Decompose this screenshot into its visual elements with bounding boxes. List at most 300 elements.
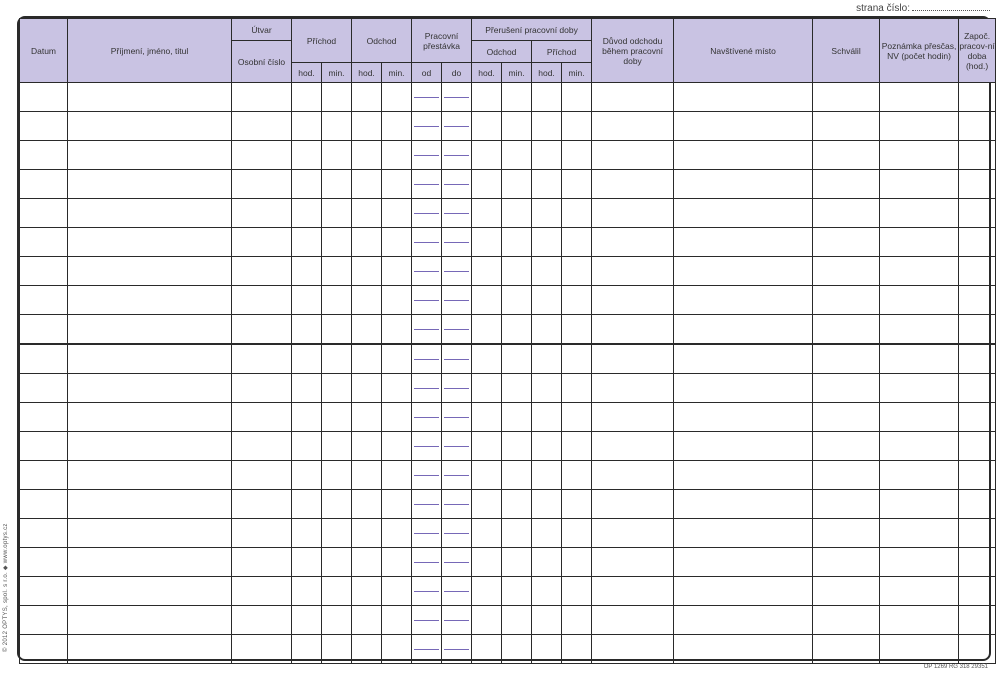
cell-prichod-min[interactable] — [322, 635, 352, 664]
cell-jmeno[interactable] — [68, 548, 232, 577]
cell-jmeno[interactable] — [68, 577, 232, 606]
cell-prichod-min[interactable] — [322, 199, 352, 228]
cell-odchod-hod[interactable] — [352, 548, 382, 577]
cell-poznamka[interactable] — [880, 403, 959, 432]
cell-preruseni-odchod-hod[interactable] — [472, 141, 502, 170]
cell-utvar[interactable] — [232, 461, 292, 490]
cell-datum[interactable] — [20, 606, 68, 635]
cell-jmeno[interactable] — [68, 286, 232, 315]
cell-poznamka[interactable] — [880, 257, 959, 286]
cell-schvalil[interactable] — [813, 141, 880, 170]
cell-jmeno[interactable] — [68, 606, 232, 635]
cell-doba[interactable] — [959, 199, 996, 228]
cell-prichod-min[interactable] — [322, 606, 352, 635]
cell-poznamka[interactable] — [880, 548, 959, 577]
cell-preruseni-odchod-min[interactable] — [502, 490, 532, 519]
cell-duvod[interactable] — [592, 315, 674, 345]
cell-misto[interactable] — [674, 403, 813, 432]
cell-poznamka[interactable] — [880, 432, 959, 461]
cell-prestavka-do[interactable] — [442, 635, 472, 664]
cell-jmeno[interactable] — [68, 228, 232, 257]
cell-preruseni-prichod-hod[interactable] — [532, 141, 562, 170]
cell-utvar[interactable] — [232, 548, 292, 577]
cell-poznamka[interactable] — [880, 606, 959, 635]
cell-poznamka[interactable] — [880, 141, 959, 170]
cell-preruseni-prichod-hod[interactable] — [532, 374, 562, 403]
cell-datum[interactable] — [20, 112, 68, 141]
cell-odchod-min[interactable] — [382, 170, 412, 199]
cell-odchod-min[interactable] — [382, 286, 412, 315]
cell-datum[interactable] — [20, 83, 68, 112]
cell-preruseni-odchod-hod[interactable] — [472, 83, 502, 112]
cell-odchod-min[interactable] — [382, 432, 412, 461]
cell-jmeno[interactable] — [68, 344, 232, 374]
cell-datum[interactable] — [20, 548, 68, 577]
cell-misto[interactable] — [674, 112, 813, 141]
cell-poznamka[interactable] — [880, 315, 959, 345]
cell-poznamka[interactable] — [880, 374, 959, 403]
cell-datum[interactable] — [20, 490, 68, 519]
cell-schvalil[interactable] — [813, 228, 880, 257]
cell-duvod[interactable] — [592, 141, 674, 170]
cell-prestavka-od[interactable] — [412, 83, 442, 112]
cell-jmeno[interactable] — [68, 490, 232, 519]
cell-misto[interactable] — [674, 83, 813, 112]
cell-schvalil[interactable] — [813, 83, 880, 112]
cell-datum[interactable] — [20, 403, 68, 432]
cell-preruseni-prichod-min[interactable] — [562, 519, 592, 548]
cell-prichod-hod[interactable] — [292, 228, 322, 257]
cell-poznamka[interactable] — [880, 83, 959, 112]
cell-doba[interactable] — [959, 432, 996, 461]
cell-prichod-min[interactable] — [322, 548, 352, 577]
cell-preruseni-prichod-hod[interactable] — [532, 490, 562, 519]
cell-prichod-hod[interactable] — [292, 344, 322, 374]
cell-preruseni-odchod-min[interactable] — [502, 344, 532, 374]
cell-schvalil[interactable] — [813, 286, 880, 315]
cell-utvar[interactable] — [232, 83, 292, 112]
cell-misto[interactable] — [674, 490, 813, 519]
cell-duvod[interactable] — [592, 170, 674, 199]
cell-duvod[interactable] — [592, 519, 674, 548]
cell-duvod[interactable] — [592, 344, 674, 374]
cell-prestavka-do[interactable] — [442, 606, 472, 635]
cell-schvalil[interactable] — [813, 374, 880, 403]
cell-poznamka[interactable] — [880, 344, 959, 374]
cell-prestavka-od[interactable] — [412, 228, 442, 257]
cell-utvar[interactable] — [232, 286, 292, 315]
cell-jmeno[interactable] — [68, 403, 232, 432]
cell-poznamka[interactable] — [880, 519, 959, 548]
cell-preruseni-odchod-hod[interactable] — [472, 112, 502, 141]
cell-misto[interactable] — [674, 141, 813, 170]
cell-preruseni-odchod-hod[interactable] — [472, 257, 502, 286]
cell-preruseni-prichod-min[interactable] — [562, 315, 592, 345]
cell-doba[interactable] — [959, 490, 996, 519]
cell-preruseni-prichod-min[interactable] — [562, 257, 592, 286]
cell-preruseni-prichod-hod[interactable] — [532, 519, 562, 548]
cell-utvar[interactable] — [232, 490, 292, 519]
cell-prestavka-do[interactable] — [442, 344, 472, 374]
cell-preruseni-odchod-min[interactable] — [502, 286, 532, 315]
cell-prestavka-od[interactable] — [412, 403, 442, 432]
cell-preruseni-prichod-hod[interactable] — [532, 461, 562, 490]
cell-schvalil[interactable] — [813, 490, 880, 519]
cell-preruseni-prichod-min[interactable] — [562, 374, 592, 403]
cell-preruseni-odchod-hod[interactable] — [472, 374, 502, 403]
cell-prestavka-do[interactable] — [442, 577, 472, 606]
cell-datum[interactable] — [20, 228, 68, 257]
cell-prichod-min[interactable] — [322, 403, 352, 432]
cell-odchod-min[interactable] — [382, 548, 412, 577]
cell-prichod-hod[interactable] — [292, 635, 322, 664]
cell-schvalil[interactable] — [813, 548, 880, 577]
cell-prestavka-do[interactable] — [442, 548, 472, 577]
cell-utvar[interactable] — [232, 635, 292, 664]
cell-odchod-min[interactable] — [382, 606, 412, 635]
cell-odchod-min[interactable] — [382, 112, 412, 141]
cell-preruseni-odchod-min[interactable] — [502, 403, 532, 432]
cell-prestavka-do[interactable] — [442, 519, 472, 548]
cell-odchod-hod[interactable] — [352, 490, 382, 519]
cell-preruseni-odchod-min[interactable] — [502, 112, 532, 141]
cell-preruseni-odchod-hod[interactable] — [472, 403, 502, 432]
cell-preruseni-prichod-hod[interactable] — [532, 548, 562, 577]
cell-doba[interactable] — [959, 548, 996, 577]
cell-odchod-min[interactable] — [382, 344, 412, 374]
cell-odchod-min[interactable] — [382, 141, 412, 170]
cell-duvod[interactable] — [592, 83, 674, 112]
cell-schvalil[interactable] — [813, 635, 880, 664]
cell-doba[interactable] — [959, 315, 996, 345]
cell-odchod-min[interactable] — [382, 199, 412, 228]
cell-utvar[interactable] — [232, 374, 292, 403]
cell-preruseni-prichod-hod[interactable] — [532, 112, 562, 141]
cell-preruseni-prichod-min[interactable] — [562, 577, 592, 606]
cell-prestavka-do[interactable] — [442, 286, 472, 315]
cell-duvod[interactable] — [592, 432, 674, 461]
cell-odchod-min[interactable] — [382, 490, 412, 519]
cell-prestavka-od[interactable] — [412, 461, 442, 490]
cell-prestavka-od[interactable] — [412, 432, 442, 461]
cell-prestavka-do[interactable] — [442, 432, 472, 461]
cell-duvod[interactable] — [592, 257, 674, 286]
cell-schvalil[interactable] — [813, 257, 880, 286]
cell-prestavka-do[interactable] — [442, 374, 472, 403]
cell-preruseni-odchod-min[interactable] — [502, 199, 532, 228]
cell-prestavka-do[interactable] — [442, 83, 472, 112]
cell-schvalil[interactable] — [813, 577, 880, 606]
cell-preruseni-prichod-min[interactable] — [562, 490, 592, 519]
cell-preruseni-prichod-hod[interactable] — [532, 315, 562, 345]
cell-preruseni-prichod-hod[interactable] — [532, 170, 562, 199]
cell-misto[interactable] — [674, 548, 813, 577]
cell-preruseni-odchod-min[interactable] — [502, 461, 532, 490]
cell-duvod[interactable] — [592, 461, 674, 490]
cell-misto[interactable] — [674, 286, 813, 315]
cell-preruseni-odchod-hod[interactable] — [472, 228, 502, 257]
cell-schvalil[interactable] — [813, 403, 880, 432]
cell-preruseni-odchod-min[interactable] — [502, 141, 532, 170]
cell-duvod[interactable] — [592, 228, 674, 257]
cell-utvar[interactable] — [232, 141, 292, 170]
cell-prestavka-od[interactable] — [412, 141, 442, 170]
cell-schvalil[interactable] — [813, 199, 880, 228]
cell-prestavka-od[interactable] — [412, 374, 442, 403]
cell-preruseni-odchod-hod[interactable] — [472, 199, 502, 228]
cell-utvar[interactable] — [232, 403, 292, 432]
cell-misto[interactable] — [674, 606, 813, 635]
cell-schvalil[interactable] — [813, 519, 880, 548]
cell-preruseni-prichod-hod[interactable] — [532, 257, 562, 286]
cell-misto[interactable] — [674, 228, 813, 257]
cell-utvar[interactable] — [232, 112, 292, 141]
cell-odchod-hod[interactable] — [352, 199, 382, 228]
cell-doba[interactable] — [959, 403, 996, 432]
cell-doba[interactable] — [959, 83, 996, 112]
cell-prichod-hod[interactable] — [292, 170, 322, 199]
cell-odchod-hod[interactable] — [352, 403, 382, 432]
cell-preruseni-odchod-min[interactable] — [502, 374, 532, 403]
cell-prestavka-do[interactable] — [442, 315, 472, 345]
cell-odchod-min[interactable] — [382, 228, 412, 257]
cell-odchod-hod[interactable] — [352, 606, 382, 635]
page-number-field[interactable] — [912, 1, 990, 11]
cell-preruseni-prichod-hod[interactable] — [532, 635, 562, 664]
cell-datum[interactable] — [20, 374, 68, 403]
cell-prichod-hod[interactable] — [292, 548, 322, 577]
cell-misto[interactable] — [674, 432, 813, 461]
cell-odchod-hod[interactable] — [352, 635, 382, 664]
cell-prichod-min[interactable] — [322, 432, 352, 461]
cell-preruseni-odchod-min[interactable] — [502, 83, 532, 112]
cell-misto[interactable] — [674, 170, 813, 199]
cell-schvalil[interactable] — [813, 461, 880, 490]
cell-datum[interactable] — [20, 344, 68, 374]
cell-prichod-min[interactable] — [322, 170, 352, 199]
cell-datum[interactable] — [20, 315, 68, 345]
cell-misto[interactable] — [674, 519, 813, 548]
cell-preruseni-prichod-min[interactable] — [562, 141, 592, 170]
cell-prestavka-od[interactable] — [412, 257, 442, 286]
cell-prestavka-do[interactable] — [442, 257, 472, 286]
cell-prichod-min[interactable] — [322, 344, 352, 374]
cell-doba[interactable] — [959, 461, 996, 490]
cell-datum[interactable] — [20, 519, 68, 548]
cell-utvar[interactable] — [232, 344, 292, 374]
cell-prichod-min[interactable] — [322, 286, 352, 315]
cell-prestavka-do[interactable] — [442, 141, 472, 170]
cell-misto[interactable] — [674, 315, 813, 345]
cell-preruseni-prichod-min[interactable] — [562, 112, 592, 141]
cell-duvod[interactable] — [592, 286, 674, 315]
cell-jmeno[interactable] — [68, 519, 232, 548]
cell-misto[interactable] — [674, 461, 813, 490]
cell-odchod-hod[interactable] — [352, 432, 382, 461]
cell-prichod-hod[interactable] — [292, 461, 322, 490]
cell-utvar[interactable] — [232, 432, 292, 461]
cell-prichod-hod[interactable] — [292, 432, 322, 461]
cell-odchod-hod[interactable] — [352, 228, 382, 257]
cell-preruseni-odchod-hod[interactable] — [472, 577, 502, 606]
cell-preruseni-prichod-min[interactable] — [562, 403, 592, 432]
cell-jmeno[interactable] — [68, 199, 232, 228]
cell-preruseni-odchod-min[interactable] — [502, 170, 532, 199]
cell-misto[interactable] — [674, 344, 813, 374]
cell-prichod-hod[interactable] — [292, 403, 322, 432]
cell-duvod[interactable] — [592, 374, 674, 403]
cell-datum[interactable] — [20, 635, 68, 664]
cell-prichod-hod[interactable] — [292, 315, 322, 345]
cell-prestavka-do[interactable] — [442, 403, 472, 432]
cell-odchod-min[interactable] — [382, 257, 412, 286]
cell-doba[interactable] — [959, 170, 996, 199]
cell-duvod[interactable] — [592, 606, 674, 635]
cell-misto[interactable] — [674, 577, 813, 606]
cell-preruseni-prichod-min[interactable] — [562, 199, 592, 228]
cell-odchod-min[interactable] — [382, 315, 412, 345]
cell-utvar[interactable] — [232, 606, 292, 635]
cell-jmeno[interactable] — [68, 112, 232, 141]
cell-prichod-hod[interactable] — [292, 199, 322, 228]
cell-preruseni-prichod-min[interactable] — [562, 461, 592, 490]
cell-preruseni-odchod-hod[interactable] — [472, 286, 502, 315]
cell-utvar[interactable] — [232, 170, 292, 199]
cell-preruseni-prichod-min[interactable] — [562, 170, 592, 199]
cell-prichod-hod[interactable] — [292, 577, 322, 606]
cell-preruseni-prichod-hod[interactable] — [532, 403, 562, 432]
cell-duvod[interactable] — [592, 490, 674, 519]
cell-prichod-hod[interactable] — [292, 374, 322, 403]
cell-prichod-min[interactable] — [322, 490, 352, 519]
cell-poznamka[interactable] — [880, 199, 959, 228]
cell-utvar[interactable] — [232, 199, 292, 228]
cell-datum[interactable] — [20, 199, 68, 228]
cell-doba[interactable] — [959, 635, 996, 664]
cell-utvar[interactable] — [232, 577, 292, 606]
cell-misto[interactable] — [674, 257, 813, 286]
cell-prestavka-od[interactable] — [412, 286, 442, 315]
cell-preruseni-prichod-min[interactable] — [562, 228, 592, 257]
cell-odchod-hod[interactable] — [352, 374, 382, 403]
cell-misto[interactable] — [674, 374, 813, 403]
cell-prichod-min[interactable] — [322, 461, 352, 490]
cell-schvalil[interactable] — [813, 432, 880, 461]
cell-preruseni-odchod-hod[interactable] — [472, 490, 502, 519]
cell-odchod-min[interactable] — [382, 635, 412, 664]
cell-doba[interactable] — [959, 257, 996, 286]
cell-utvar[interactable] — [232, 315, 292, 345]
cell-poznamka[interactable] — [880, 170, 959, 199]
cell-prichod-min[interactable] — [322, 374, 352, 403]
cell-schvalil[interactable] — [813, 170, 880, 199]
cell-preruseni-prichod-min[interactable] — [562, 344, 592, 374]
cell-doba[interactable] — [959, 286, 996, 315]
cell-prichod-hod[interactable] — [292, 519, 322, 548]
cell-duvod[interactable] — [592, 635, 674, 664]
cell-jmeno[interactable] — [68, 141, 232, 170]
cell-preruseni-prichod-hod[interactable] — [532, 228, 562, 257]
cell-odchod-min[interactable] — [382, 519, 412, 548]
cell-jmeno[interactable] — [68, 432, 232, 461]
cell-prichod-min[interactable] — [322, 112, 352, 141]
cell-doba[interactable] — [959, 228, 996, 257]
cell-prichod-hod[interactable] — [292, 83, 322, 112]
cell-prestavka-od[interactable] — [412, 606, 442, 635]
cell-preruseni-prichod-hod[interactable] — [532, 432, 562, 461]
cell-schvalil[interactable] — [813, 344, 880, 374]
cell-odchod-hod[interactable] — [352, 461, 382, 490]
cell-utvar[interactable] — [232, 519, 292, 548]
cell-preruseni-odchod-min[interactable] — [502, 606, 532, 635]
cell-preruseni-odchod-min[interactable] — [502, 577, 532, 606]
cell-preruseni-odchod-hod[interactable] — [472, 519, 502, 548]
cell-preruseni-prichod-min[interactable] — [562, 432, 592, 461]
cell-odchod-min[interactable] — [382, 461, 412, 490]
cell-datum[interactable] — [20, 432, 68, 461]
cell-poznamka[interactable] — [880, 228, 959, 257]
cell-prestavka-do[interactable] — [442, 228, 472, 257]
cell-datum[interactable] — [20, 286, 68, 315]
cell-preruseni-prichod-min[interactable] — [562, 606, 592, 635]
cell-odchod-hod[interactable] — [352, 83, 382, 112]
cell-preruseni-odchod-hod[interactable] — [472, 432, 502, 461]
cell-preruseni-odchod-hod[interactable] — [472, 548, 502, 577]
cell-duvod[interactable] — [592, 548, 674, 577]
cell-jmeno[interactable] — [68, 635, 232, 664]
cell-preruseni-prichod-hod[interactable] — [532, 286, 562, 315]
cell-prestavka-od[interactable] — [412, 577, 442, 606]
cell-preruseni-odchod-hod[interactable] — [472, 344, 502, 374]
cell-odchod-hod[interactable] — [352, 112, 382, 141]
cell-jmeno[interactable] — [68, 170, 232, 199]
cell-preruseni-odchod-hod[interactable] — [472, 635, 502, 664]
cell-duvod[interactable] — [592, 577, 674, 606]
cell-utvar[interactable] — [232, 228, 292, 257]
cell-odchod-hod[interactable] — [352, 315, 382, 345]
cell-odchod-min[interactable] — [382, 577, 412, 606]
cell-jmeno[interactable] — [68, 374, 232, 403]
cell-prichod-min[interactable] — [322, 257, 352, 286]
cell-prichod-hod[interactable] — [292, 286, 322, 315]
cell-prestavka-od[interactable] — [412, 315, 442, 345]
cell-doba[interactable] — [959, 141, 996, 170]
cell-doba[interactable] — [959, 374, 996, 403]
cell-preruseni-prichod-hod[interactable] — [532, 199, 562, 228]
cell-preruseni-prichod-min[interactable] — [562, 635, 592, 664]
cell-jmeno[interactable] — [68, 315, 232, 345]
cell-prestavka-od[interactable] — [412, 490, 442, 519]
cell-doba[interactable] — [959, 519, 996, 548]
cell-jmeno[interactable] — [68, 83, 232, 112]
cell-datum[interactable] — [20, 141, 68, 170]
cell-prestavka-od[interactable] — [412, 519, 442, 548]
cell-odchod-min[interactable] — [382, 403, 412, 432]
cell-preruseni-prichod-hod[interactable] — [532, 344, 562, 374]
cell-prestavka-od[interactable] — [412, 548, 442, 577]
cell-odchod-hod[interactable] — [352, 257, 382, 286]
cell-prestavka-do[interactable] — [442, 112, 472, 141]
cell-doba[interactable] — [959, 606, 996, 635]
cell-prichod-hod[interactable] — [292, 606, 322, 635]
cell-preruseni-odchod-min[interactable] — [502, 548, 532, 577]
cell-preruseni-prichod-hod[interactable] — [532, 577, 562, 606]
cell-odchod-hod[interactable] — [352, 344, 382, 374]
cell-datum[interactable] — [20, 577, 68, 606]
cell-odchod-hod[interactable] — [352, 286, 382, 315]
cell-preruseni-prichod-hod[interactable] — [532, 83, 562, 112]
cell-schvalil[interactable] — [813, 315, 880, 345]
